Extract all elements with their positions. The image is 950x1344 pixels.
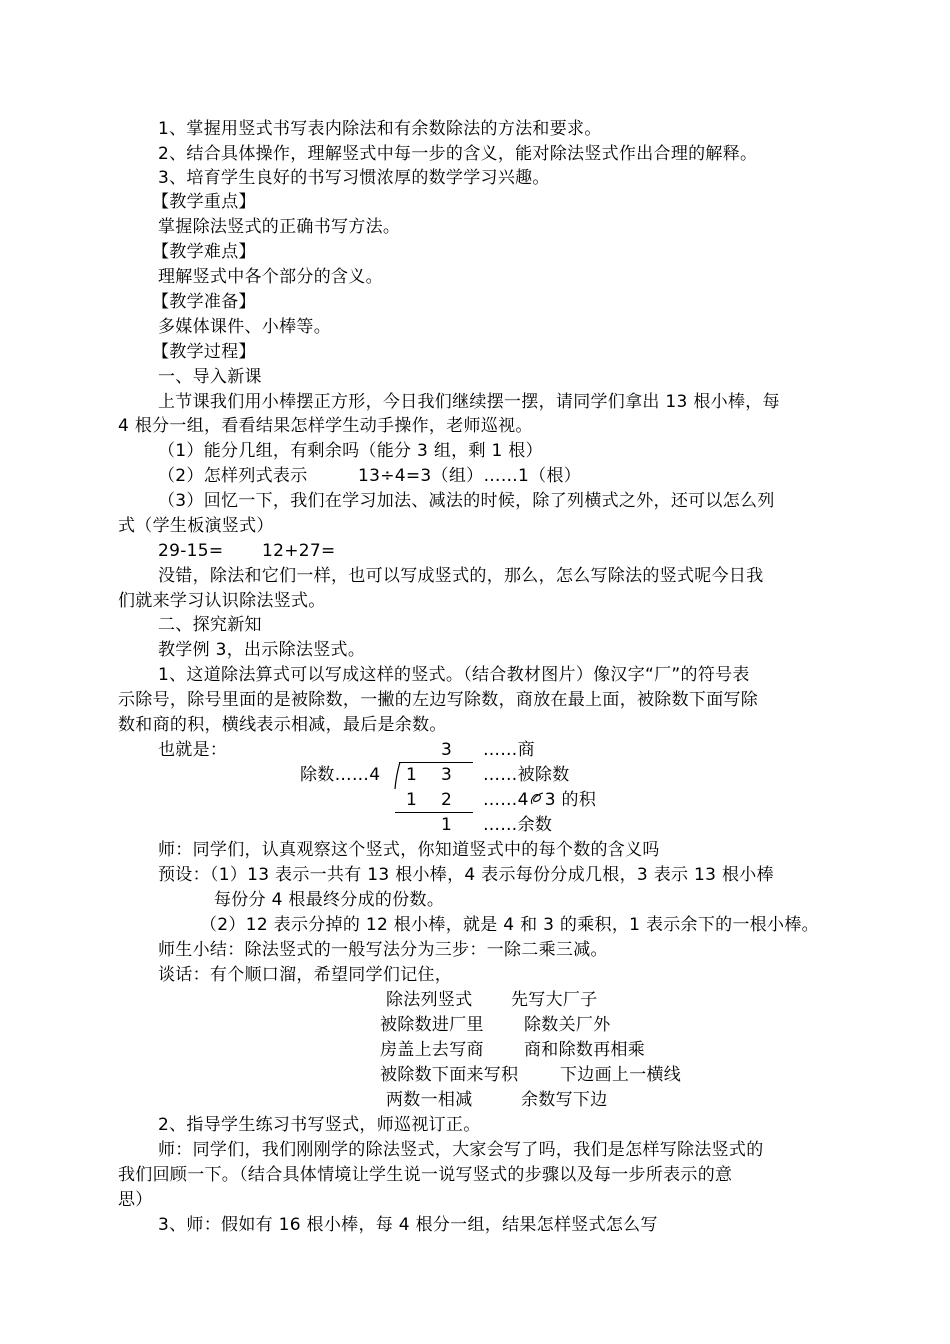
- objective-2: 2、结合具体操作，理解竖式中每一步的含义，能对除法竖式作出合理的解释。: [158, 144, 758, 164]
- teacher-review-line1: 师：同学们，我们刚刚学的除法竖式，大家会写了吗，我们是怎样写除法竖式的: [158, 1140, 764, 1160]
- dividend-ones: 3: [441, 765, 453, 785]
- rhyme-line-5a: 两数一相减: [386, 1090, 473, 1110]
- section1-para2-line1: 没错，除法和它们一样，也可以写成竖式的，那么，怎么写除法的竖式呢今日我: [158, 566, 764, 586]
- question-2-formula: 13÷4=3（组）……1（根）: [358, 466, 582, 486]
- preparation-text: 多媒体课件、小棒等。: [158, 317, 331, 337]
- rhyme-line-1a: 除法列竖式: [386, 990, 473, 1010]
- section2-title: 二、探究新知: [158, 615, 262, 635]
- section2-para-line1: 1、这道除法算式可以写成这样的竖式。（结合教材图片）像汉字“厂”的符号表: [158, 665, 750, 685]
- that-is-label: 也就是：: [158, 740, 228, 760]
- difficulty-text: 理解竖式中各个部分的含义。: [158, 267, 383, 287]
- key-point-text: 掌握除法竖式的正确书写方法。: [158, 217, 401, 237]
- dividend-tens: 1: [406, 765, 418, 785]
- label-product-suffix: 3 的积: [544, 790, 597, 810]
- label-remainder: ……余数: [483, 815, 553, 835]
- section2-para-line2: 示除号，除号里面的是被除数，一撇的左边写除数，商放在最上面，被除数下面写除: [118, 690, 759, 710]
- division-bracket: [394, 762, 406, 790]
- product-tens: 1: [406, 790, 418, 810]
- product-ones: 2: [441, 790, 453, 810]
- rhyme-line-3b: 商和除数再相乘: [524, 1040, 646, 1060]
- question-1: （1）能分几组，有剩余吗（能分 3 组，剩 1 根）: [158, 441, 543, 461]
- section1-para-line2: 4 根分一组，看看结果怎样学生动手操作，老师巡视。: [118, 416, 533, 436]
- rhyme-line-1b: 先写大厂子: [511, 990, 598, 1010]
- label-product: [483, 788, 596, 812]
- preset-line2: 每份分 4 根最终分成的份数。: [214, 890, 445, 910]
- divisor-label: 除数……4: [300, 765, 381, 785]
- teacher-review-line3: 思）: [118, 1190, 153, 1210]
- section2-para-line3: 数和商的积，横线表示相减，最后是余数。: [118, 715, 447, 735]
- section1-para-line1: 上节课我们用小棒摆正方形，今日我们继续摆一摆，请同学们拿出 13 根小棒，每: [158, 392, 780, 412]
- rhyme-line-2a: 被除数进厂里: [380, 1015, 484, 1035]
- rhyme-line-4b: 下边画上一横线: [560, 1065, 682, 1085]
- process-heading: 【教学过程】: [152, 342, 256, 362]
- scribble-mark-icon: [529, 790, 545, 806]
- quotient-digit: 3: [441, 740, 453, 760]
- teacher-question: 师：同学们，认真观察这个竖式，你知道竖式中的每个数的含义吗: [158, 840, 660, 860]
- example-intro: 教学例 3，出示除法竖式。: [158, 640, 366, 660]
- teacher-review-line2: 我们回顾一下。（结合具体情境让学生说一说写竖式的步骤以及每一步所表示的意: [118, 1165, 733, 1185]
- section1-para2-line2: 们就来学习认识除法竖式。: [118, 591, 326, 611]
- rhyme-line-3a: 房盖上去写商: [380, 1040, 484, 1060]
- equation-addition: 12+27=: [262, 541, 336, 561]
- preset-line3: （2）12 表示分掉的 12 根小棒，就是 4 和 3 的乘积，1 表示余下的一根小棒。: [200, 915, 819, 935]
- equation-subtraction: 29-15=: [158, 541, 224, 561]
- preset-line1: 预设：（1）13 表示一共有 13 根小棒，4 表示每份分成几根，3 表示 13 根小棒: [158, 865, 774, 885]
- label-quotient: ……商: [483, 740, 535, 760]
- difficulty-heading: 【教学难点】: [152, 242, 256, 262]
- objective-3: 3、培育学生良好的书写习惯浓厚的数学学习兴趣。: [158, 168, 550, 188]
- objective-1: 1、掌握用竖式书写表内除法和有余数除法的方法和要求。: [158, 119, 602, 139]
- key-point-heading: 【教学重点】: [152, 192, 256, 212]
- section1-title: 一、导入新课: [158, 367, 262, 387]
- rhyme-line-5b: 余数写下边: [521, 1090, 608, 1110]
- label-dividend: ……被除数: [483, 765, 570, 785]
- question-3-line2: 式（学生板演竖式）: [118, 516, 274, 536]
- talk-intro: 谈话：有个顺口溜，希望同学们记住，: [158, 965, 453, 985]
- rhyme-line-2b: 除数关厂外: [524, 1015, 611, 1035]
- exercise-question: 3、师：假如有 16 根小棒，每 4 根分一组，结果怎样竖式怎么写: [158, 1215, 658, 1235]
- preparation-heading: 【教学准备】: [152, 292, 256, 312]
- practice-step: 2、指导学生练习书写竖式，师巡视订正。: [158, 1115, 481, 1135]
- rhyme-line-4a: 被除数下面来写积: [380, 1065, 519, 1085]
- subtraction-line: [395, 812, 473, 813]
- remainder-digit: 1: [441, 815, 453, 835]
- question-2-label: （2）怎样列式表示: [158, 466, 308, 486]
- summary: 师生小结：除法竖式的一般写法分为三步：一除二乘三减。: [158, 940, 608, 960]
- label-product-prefix: ……4: [483, 790, 529, 810]
- question-3-line1: （3）回忆一下，我们在学习加法、减法的时候，除了列横式之外，还可以怎么列: [158, 491, 775, 511]
